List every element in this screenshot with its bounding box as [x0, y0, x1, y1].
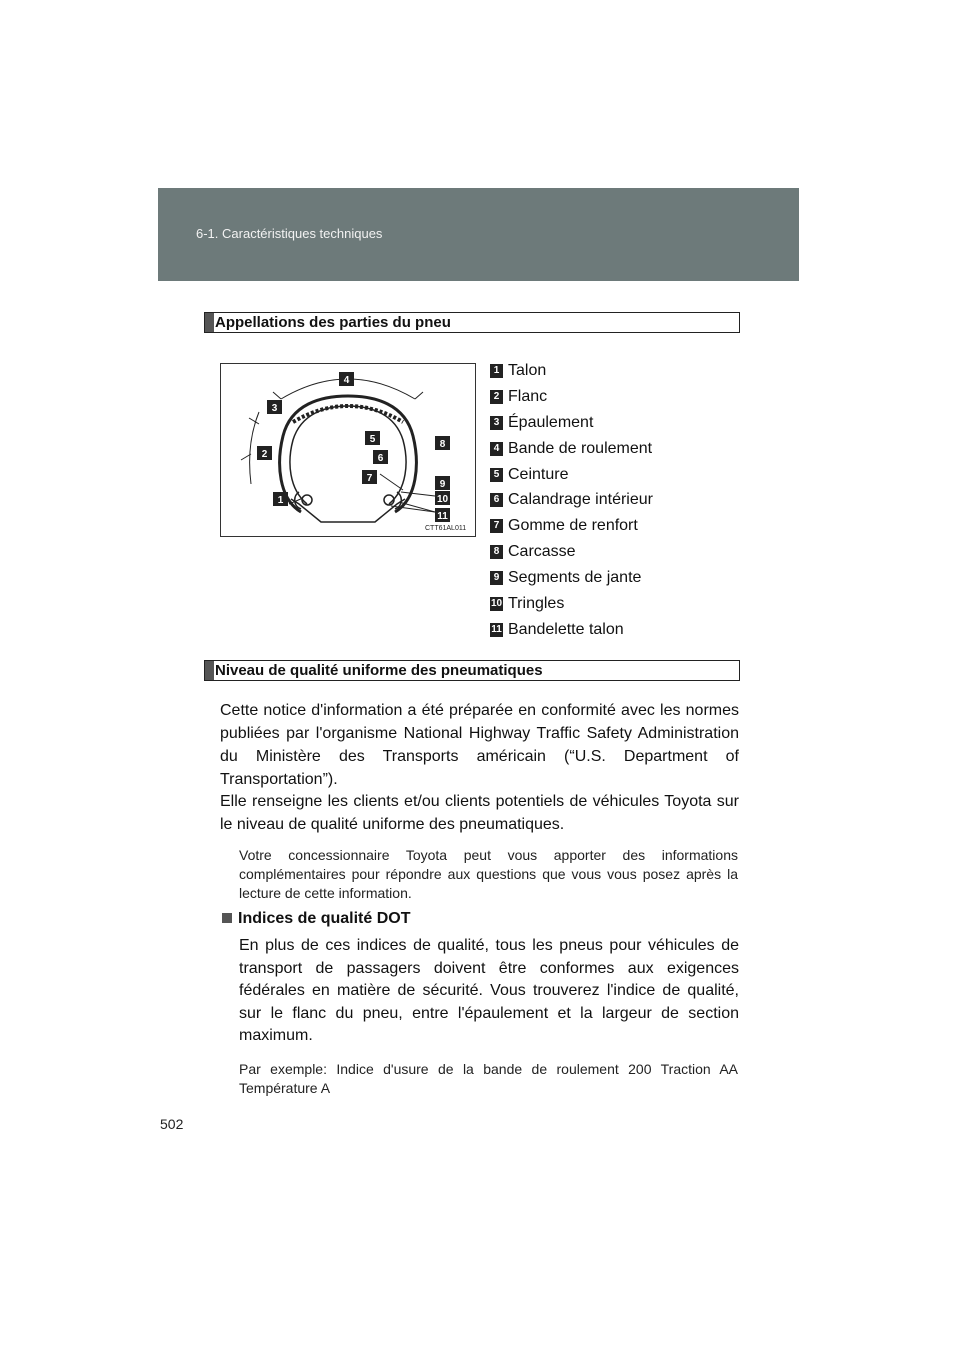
callout-7	[362, 470, 377, 484]
part-label: Calandrage intérieur	[508, 491, 653, 509]
list-item	[490, 617, 653, 643]
tire-parts-list	[490, 358, 653, 643]
part-label: Segments de jante	[508, 569, 642, 587]
part-label: Ceinture	[508, 465, 569, 483]
section-heading-text: Appellations des parties du pneu	[215, 314, 451, 331]
part-label: Talon	[508, 361, 547, 379]
section-heading-quality	[204, 660, 740, 681]
list-item	[490, 384, 653, 410]
list-item	[490, 591, 653, 617]
dot-heading	[222, 910, 410, 928]
example-note: Par exemple: Indice d'usure de la bande de roulement 200 Traction AA Température A	[239, 1061, 738, 1096]
part-label: Gomme de renfort	[508, 517, 638, 535]
callout-8	[435, 436, 450, 450]
part-label: Tringles	[508, 594, 565, 612]
list-item	[490, 358, 653, 384]
callout-6	[373, 450, 388, 464]
part-label: Bande de roulement	[508, 439, 653, 457]
svg-text:9: 9	[439, 479, 446, 490]
callout-11	[435, 508, 450, 522]
callout-1	[273, 492, 288, 506]
svg-text:1: 1	[277, 495, 284, 506]
callout-9	[435, 476, 450, 490]
svg-text:6: 6	[377, 453, 384, 464]
heading-bar	[205, 661, 214, 680]
svg-text:10: 10	[436, 494, 449, 505]
callout-10	[435, 491, 450, 505]
callout-5	[365, 431, 380, 445]
number-badge: 8	[490, 545, 503, 559]
part-label: Flanc	[508, 387, 548, 405]
section-label: 6-1. Caractéristiques techniques	[196, 226, 383, 241]
callout-3	[267, 400, 282, 414]
list-item	[490, 513, 653, 539]
list-item	[490, 462, 653, 488]
svg-text:5: 5	[369, 434, 376, 445]
list-item	[490, 565, 653, 591]
tire-cross-section-drawing	[221, 364, 475, 536]
svg-text:4: 4	[343, 375, 350, 386]
figure-code: CTT61AL011	[425, 525, 467, 532]
section-heading-text: Niveau de qualité uniforme des pneumatiques	[215, 662, 543, 679]
section-heading-tire-parts	[204, 312, 740, 333]
number-badge: 10	[490, 597, 503, 609]
number-badge: 5	[490, 468, 503, 482]
svg-text:8: 8	[439, 439, 446, 450]
part-label: Carcasse	[508, 543, 576, 561]
svg-text:3: 3	[271, 403, 278, 414]
list-item	[490, 410, 653, 436]
svg-text:7: 7	[366, 473, 373, 484]
dealer-note: Votre concessionnaire Toyota peut vous apporter des informations complémentaires pour répondre aux questions que vous vous posez après la lecture de cette information.	[239, 847, 738, 901]
number-badge: 2	[490, 390, 503, 404]
header-band	[158, 188, 799, 281]
svg-text:2: 2	[261, 449, 268, 460]
number-badge: 3	[490, 416, 503, 430]
number-badge: 6	[490, 493, 503, 507]
page-number: 502	[160, 1116, 184, 1132]
square-bullet-icon	[222, 913, 232, 923]
quality-paragraph-1: Cette notice d'information a été préparée en conformité avec les normes publiées par l'organisme National Highway Traffic Safety Administration du Ministère des Transports américain (“U.S. Department of Transportation”).	[220, 702, 739, 788]
dot-paragraph: En plus de ces indices de qualité, tous les pneus pour véhicules de transport de passagers doivent être conformes aux exigences fédérales en matière de sécurité. Vous trouverez l'indice de qualité, sur le flanc du pneu, entre l'épaulement et la largeur de section maximum.	[239, 937, 739, 1044]
number-badge: 1	[490, 364, 503, 378]
dot-heading-text: Indices de qualité DOT	[238, 910, 411, 927]
tire-diagram	[220, 363, 476, 537]
number-badge: 7	[490, 519, 503, 533]
list-item	[490, 487, 653, 513]
list-item	[490, 539, 653, 565]
callout-4	[339, 372, 354, 386]
part-label: Bandelette talon	[508, 620, 624, 638]
number-badge: 9	[490, 571, 503, 585]
quality-paragraph-2: Elle renseigne les clients et/ou clients potentiels de véhicules Toyota sur le niveau de qualité uniforme des pneumatiques.	[220, 793, 739, 833]
svg-text:11: 11	[437, 511, 448, 522]
list-item	[490, 436, 653, 462]
number-badge: 4	[490, 442, 503, 456]
callout-2	[257, 446, 272, 460]
heading-bar	[205, 313, 214, 332]
part-label: Épaulement	[508, 413, 594, 431]
number-badge: 11	[491, 623, 502, 635]
